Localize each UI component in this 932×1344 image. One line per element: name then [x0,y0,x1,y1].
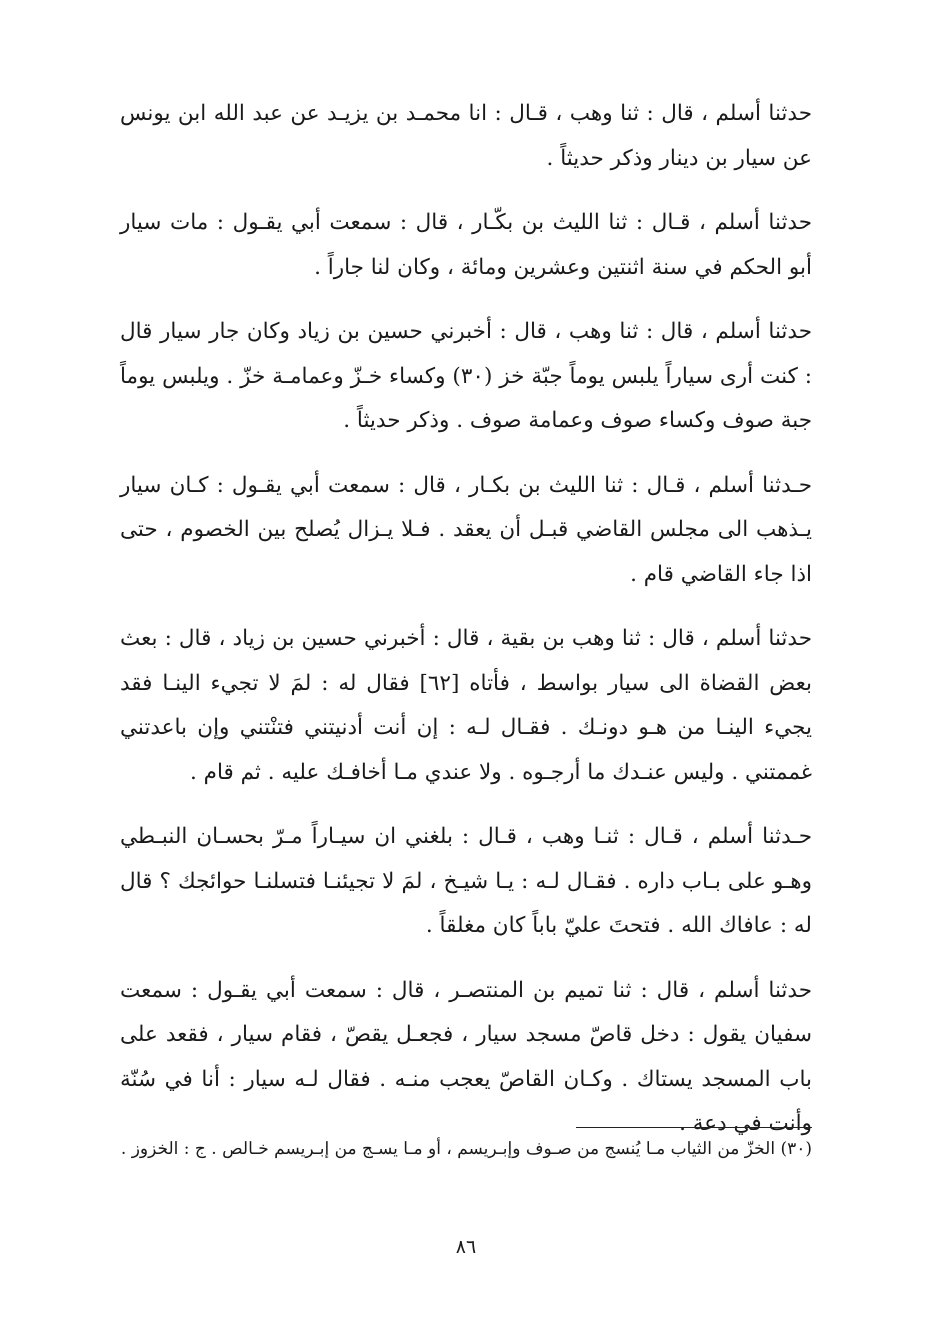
paragraph-6: حـدثنا أسلم ، قـال : ثنـا وهب ، قـال : بلغني ان سيـاراً مـرّ بحسـان النبـطي وهـو على بـاب داره . فقـال لـه : يـا شيـخ ، لمَ لا تجيئنـا فتسلنـا حوائجك ؟ قال له : عافاك الله . فتحتَ عليّ باباً كان مغلقاً . [120,824,812,938]
paragraph-2: حدثنا أسلم ، قـال : ثنا الليث بن بكّـار ، قال : سمعت أبي يقـول : مات سيار أبو الحكم في سنة اثنتين وعشرين ومائة ، وكان لنا جاراً . [120,210,812,280]
main-text [120,92,812,1167]
page-number: ٨٦ [455,1236,477,1258]
paragraph-4: حـدثنا أسلم ، قـال : ثنا الليث بن بكـار ، قال : سمعت أبي يقـول : كـان سيار يـذهب الى مجلس القاضي قبـل أن يعقد . فـلا يـزال يُصلح بين الخصوم ، حتى اذا جاء القاضي قام . [120,472,812,587]
paragraph-7: حدثنا أسلم ، قال : ثنا تميم بن المنتصـر ، قال : سمعت أبي يقـول : سمعت سفيان يقول : دخل قاصّ مسجد سيار ، فجعـل يقصّ ، فقام سيار ، فقعد على باب المسجد يستاك . وكـان القاصّ يعجب منـه . فقال لـه سيار : أنا في سُنّة وأنت في دعة . [120,977,812,1136]
footnote-divider [576,1127,812,1128]
paragraph-5: حدثنا أسلم ، قال : ثنا وهب بن بقية ، قال : أخبرني حسين بن زياد ، قال : بعث بعض القضاة الى سيار بواسط ، فأتاه [٦٢] فقال له : لمَ لا تجيء الينـا فقد يجيء الينـا من هـو دونـك . فقـال لـه : إن أنت أدنيتني فتنْتني وإن باعدتني غممتني . وليس عنـدك ما أرجـوه . ولا عندي مـا أخافـك عليه . ثم قام . [120,626,813,785]
footnote: (٣٠) الخزّ من الثياب مـا يُنسج من صـوف وإبـريسم ، أو مـا يسـج من إبـريسم خـالص . ج : الخزوز . [120,1139,812,1159]
paragraph-1: حدثنا أسلم ، قال : ثنا وهب ، قـال : انا محمـد بن يزيـد عن عبد الله ابن يونس عن سيار بن دينار وذكر حديثاً . [120,101,812,171]
paragraph-3: حدثنا أسلم ، قال : ثنا وهب ، قال : أخبرني حسين بن زياد وكان جار سيار قال : كنت أرى سياراً يلبس يوماً جبّة خز (٣٠) وكساء خـزّ وعمامـة خزّ . ويلبس يوماً جبة صوف وكساء صوف وعمامة صوف . وذكر حديثاً . [120,319,812,433]
